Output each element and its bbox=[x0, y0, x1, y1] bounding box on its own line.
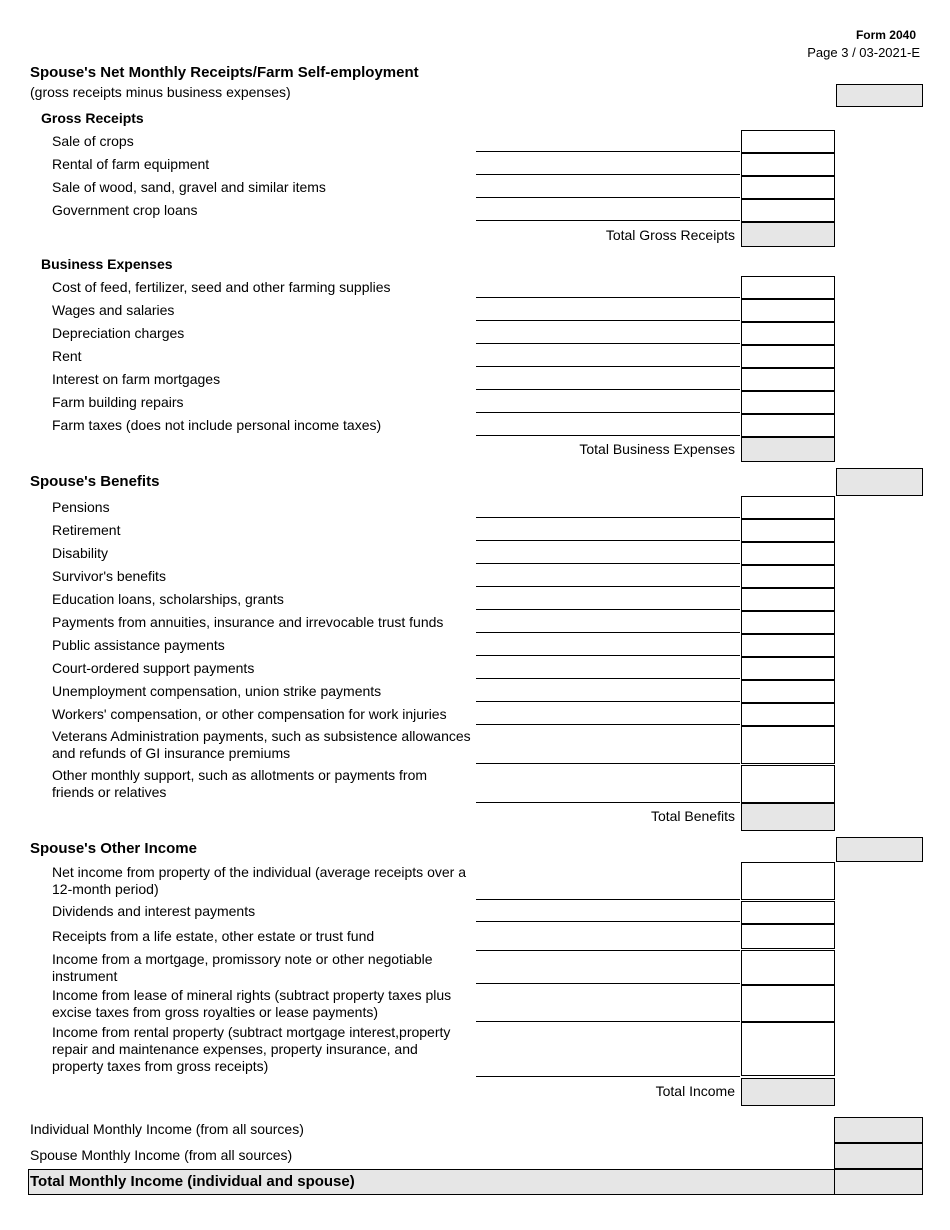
row-label: Workers' compensation, or other compensation for work injuries bbox=[52, 706, 447, 722]
section-total-field[interactable] bbox=[836, 468, 923, 496]
entry-line bbox=[476, 763, 740, 764]
entry-line bbox=[476, 389, 740, 390]
entry-line bbox=[476, 586, 740, 587]
row-label: Income from rental property (subtract mortgage interest,property repair and maintenance expenses, property insurance, and property taxes from gross receipts) bbox=[52, 1024, 451, 1074]
entry-line bbox=[476, 921, 740, 922]
row-label: Income from lease of mineral rights (subtract property taxes plus excise taxes from gross royalties or lease payments) bbox=[52, 987, 452, 1020]
total-field[interactable] bbox=[741, 437, 835, 462]
row-label: Court-ordered support payments bbox=[52, 660, 255, 676]
entry-line bbox=[476, 412, 740, 413]
section-total-field[interactable] bbox=[836, 837, 923, 862]
row-label: Sale of crops bbox=[52, 133, 134, 149]
summary-field[interactable] bbox=[834, 1143, 923, 1169]
entry-line bbox=[476, 609, 740, 610]
row-label: Government crop loans bbox=[52, 202, 198, 218]
row-label: Dividends and interest payments bbox=[52, 903, 256, 919]
section-note: (gross receipts minus business expenses) bbox=[30, 84, 291, 100]
row-label: Survivor's benefits bbox=[52, 568, 166, 584]
row-label: Education loans, scholarships, grants bbox=[52, 591, 284, 607]
amount-field[interactable] bbox=[741, 765, 835, 803]
row-label: Veterans Administration payments, such as subsistence allowances and refunds of GI insurance premiums bbox=[52, 728, 471, 761]
amount-field[interactable] bbox=[741, 901, 835, 924]
row-label: Interest on farm mortgages bbox=[52, 371, 221, 387]
grand-total-divider bbox=[834, 1169, 835, 1195]
row-label: Receipts from a life estate, other estate or trust fund bbox=[52, 928, 375, 944]
amount-field[interactable] bbox=[741, 657, 835, 680]
amount-field[interactable] bbox=[741, 276, 835, 299]
amount-field[interactable] bbox=[741, 634, 835, 657]
amount-field[interactable] bbox=[741, 703, 835, 726]
amount-field[interactable] bbox=[741, 950, 835, 985]
entry-line bbox=[476, 950, 740, 951]
entry-line bbox=[476, 701, 740, 702]
section-title: Spouse's Benefits bbox=[30, 473, 160, 490]
entry-line bbox=[476, 724, 740, 725]
entry-line bbox=[476, 983, 740, 984]
amount-field[interactable] bbox=[741, 176, 835, 199]
row-label: Farm taxes (does not include personal income taxes) bbox=[52, 417, 382, 433]
amount-field[interactable] bbox=[741, 924, 835, 949]
amount-field[interactable] bbox=[741, 542, 835, 565]
total-field[interactable] bbox=[741, 803, 835, 831]
total-field[interactable] bbox=[741, 1078, 835, 1106]
amount-field[interactable] bbox=[741, 345, 835, 368]
row-label: Rental of farm equipment bbox=[52, 156, 210, 172]
entry-line bbox=[476, 151, 740, 152]
entry-line bbox=[476, 297, 740, 298]
entry-line bbox=[476, 1021, 740, 1022]
page-number: Page 3 / 03-2021-E bbox=[807, 45, 920, 60]
entry-line bbox=[476, 320, 740, 321]
entry-line bbox=[476, 802, 740, 803]
form-number: Form 2040 bbox=[855, 28, 916, 42]
row-label: Other monthly support, such as allotments or payments from friends or relatives bbox=[52, 767, 428, 800]
row-label: Pensions bbox=[52, 499, 110, 515]
entry-line bbox=[476, 197, 740, 198]
amount-field[interactable] bbox=[741, 680, 835, 703]
entry-line bbox=[476, 174, 740, 175]
amount-field[interactable] bbox=[741, 496, 835, 519]
amount-field[interactable] bbox=[741, 726, 835, 764]
amount-field[interactable] bbox=[741, 199, 835, 222]
total-label: Total Business Expenses bbox=[579, 441, 735, 457]
entry-line bbox=[476, 435, 740, 436]
row-label: Rent bbox=[52, 348, 82, 364]
row-label: Farm building repairs bbox=[52, 394, 184, 410]
subsection-title: Gross Receipts bbox=[41, 110, 144, 126]
row-label: Unemployment compensation, union strike payments bbox=[52, 683, 382, 699]
section-title: Spouse's Other Income bbox=[30, 840, 197, 857]
entry-line bbox=[476, 517, 740, 518]
amount-field[interactable] bbox=[741, 299, 835, 322]
entry-line bbox=[476, 632, 740, 633]
amount-field[interactable] bbox=[741, 391, 835, 414]
row-label: Net income from property of the individual (average receipts over a 12-month period) bbox=[52, 864, 466, 897]
summary-label: Spouse Monthly Income (from all sources) bbox=[30, 1147, 293, 1163]
entry-line bbox=[476, 366, 740, 367]
amount-field[interactable] bbox=[741, 368, 835, 391]
summary-field[interactable] bbox=[834, 1117, 923, 1143]
row-label: Wages and salaries bbox=[52, 302, 175, 318]
summary-label: Individual Monthly Income (from all sources) bbox=[30, 1121, 304, 1137]
grand-total-label: Total Monthly Income (individual and spouse) bbox=[30, 1173, 355, 1190]
entry-line bbox=[476, 1076, 740, 1077]
section-title: Spouse's Net Monthly Receipts/Farm Self-employment bbox=[30, 64, 419, 81]
amount-field[interactable] bbox=[741, 588, 835, 611]
amount-field[interactable] bbox=[741, 862, 835, 900]
row-label: Depreciation charges bbox=[52, 325, 185, 341]
row-label: Income from a mortgage, promissory note or other negotiable instrument bbox=[52, 951, 433, 984]
row-label: Disability bbox=[52, 545, 109, 561]
amount-field[interactable] bbox=[741, 565, 835, 588]
amount-field[interactable] bbox=[741, 1022, 835, 1076]
total-label: Total Gross Receipts bbox=[605, 227, 735, 243]
amount-field[interactable] bbox=[741, 611, 835, 634]
amount-field[interactable] bbox=[741, 153, 835, 176]
row-label: Cost of feed, fertilizer, seed and other farming supplies bbox=[52, 279, 391, 295]
amount-field[interactable] bbox=[741, 985, 835, 1022]
amount-field[interactable] bbox=[741, 130, 835, 153]
entry-line bbox=[476, 899, 740, 900]
row-label: Payments from annuities, insurance and irrevocable trust funds bbox=[52, 614, 444, 630]
section-total-field[interactable] bbox=[836, 84, 923, 107]
amount-field[interactable] bbox=[741, 322, 835, 345]
entry-line bbox=[476, 220, 740, 221]
row-label: Retirement bbox=[52, 522, 121, 538]
amount-field[interactable] bbox=[741, 414, 835, 437]
entry-line bbox=[476, 678, 740, 679]
total-label: Total Benefits bbox=[650, 808, 735, 824]
entry-line bbox=[476, 563, 740, 564]
total-label: Total Income bbox=[655, 1083, 735, 1099]
entry-line bbox=[476, 655, 740, 656]
row-label: Public assistance payments bbox=[52, 637, 225, 653]
entry-line bbox=[476, 343, 740, 344]
entry-line bbox=[476, 540, 740, 541]
subsection-title: Business Expenses bbox=[41, 256, 173, 272]
total-field[interactable] bbox=[741, 222, 835, 247]
row-label: Sale of wood, sand, gravel and similar items bbox=[52, 179, 326, 195]
amount-field[interactable] bbox=[741, 519, 835, 542]
